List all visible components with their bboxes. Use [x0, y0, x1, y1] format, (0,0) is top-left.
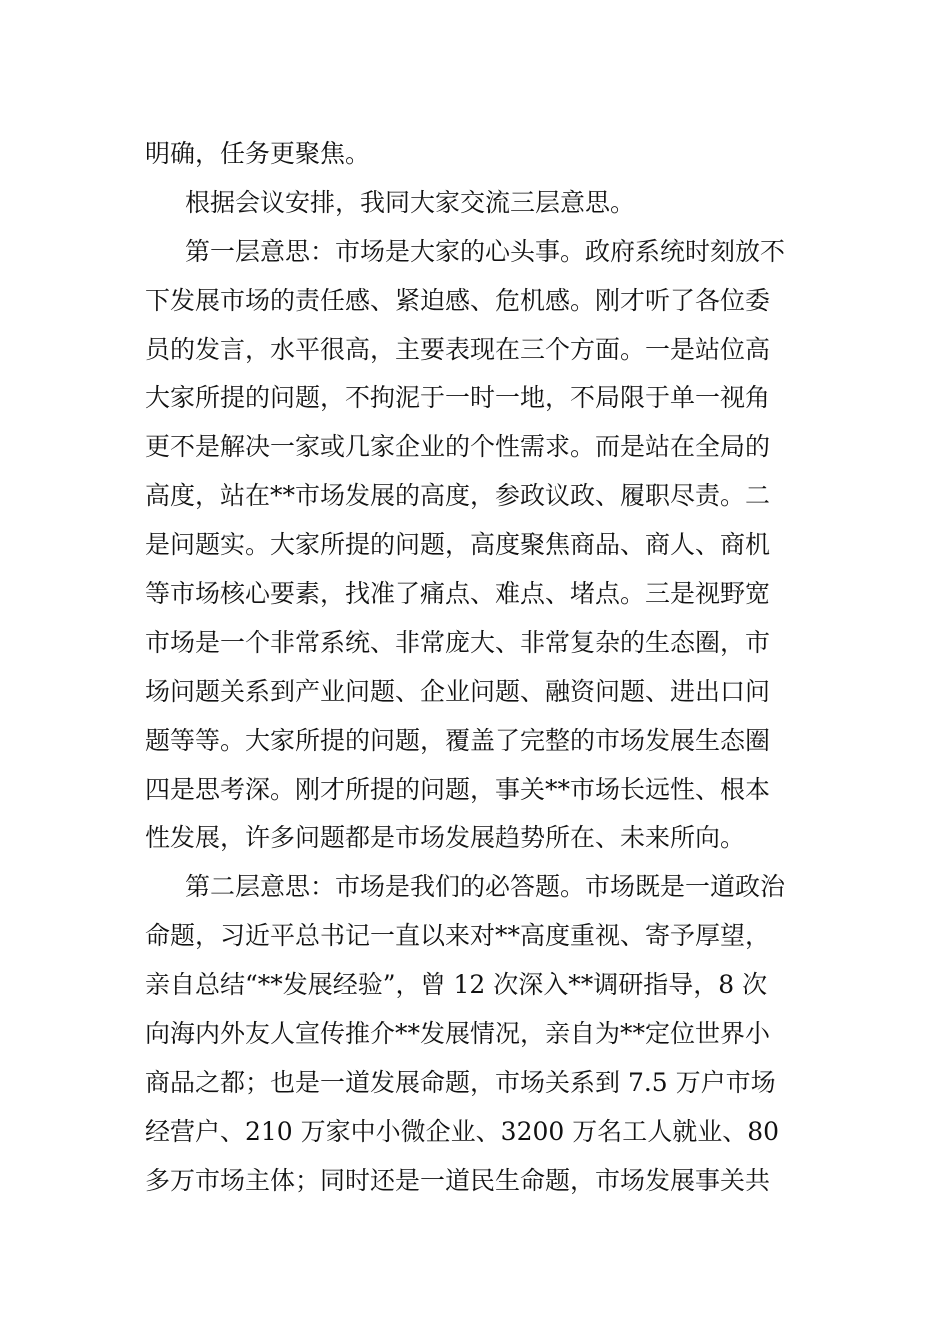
text-line: 场问题关系到产业问题、企业问题、融资问题、进出口问 [145, 676, 771, 706]
text-line: 向海内外友人宣传推介**发展情况，亲自为**定位世界小 [145, 1019, 771, 1049]
text-line: 等市场核心要素，找准了痛点、难点、堵点。三是视野宽 [145, 579, 771, 609]
body-text [145, 130, 825, 1206]
text-line: 性发展，许多问题都是市场发展趋势所在、未来所向。 [145, 823, 746, 853]
text-line: 经营户、210 万家中小微企业、3200 万名工人就业、80 [145, 1116, 780, 1146]
text-line: 商品之都；也是一道发展命题，市场关系到 7.5 万户市场 [145, 1067, 776, 1097]
text-line: 四是思考深。刚才所提的问题，事关**市场长远性、根本 [145, 774, 771, 804]
text-line: 市场是一个非常系统、非常庞大、非常复杂的生态圈，市 [145, 627, 771, 657]
text-line: 明确，任务更聚焦。 [145, 139, 371, 168]
text-line: 下发展市场的责任感、紧迫感、危机感。刚才听了各位委 [145, 285, 771, 315]
paragraph-first-line: 第一层意思：市场是大家的心头事。政府系统时刻放不 [185, 236, 786, 266]
text-line: 员的发言，水平很高，主要表现在三个方面。一是站位高 [145, 334, 771, 364]
text-line: 更不是解决一家或几家企业的个性需求。而是站在全局的 [145, 432, 771, 462]
text-line: 亲自总结“**发展经验”，曾 12 次深入**调研指导，8 次 [145, 970, 768, 1000]
text-line: 高度，站在**市场发展的高度，参政议政、履职尽责。二 [145, 481, 771, 511]
text-line: 大家所提的问题，不拘泥于一时一地，不局限于单一视角 [145, 383, 771, 413]
text-line: 多万市场主体；同时还是一道民生命题，市场发展事关共 [145, 1165, 771, 1195]
text-line: 题等等。大家所提的问题，覆盖了完整的市场发展生态圈 [145, 725, 771, 755]
text-line: 命题，习近平总书记一直以来对**高度重视、寄予厚望， [145, 921, 771, 951]
paragraph-first-line: 第二层意思：市场是我们的必答题。市场既是一道政治 [185, 872, 786, 902]
paragraph-first-line: 根据会议安排，我同大家交流三层意思。 [185, 187, 636, 217]
text-line: 是问题实。大家所提的问题，高度聚焦商品、商人、商机 [145, 530, 771, 560]
